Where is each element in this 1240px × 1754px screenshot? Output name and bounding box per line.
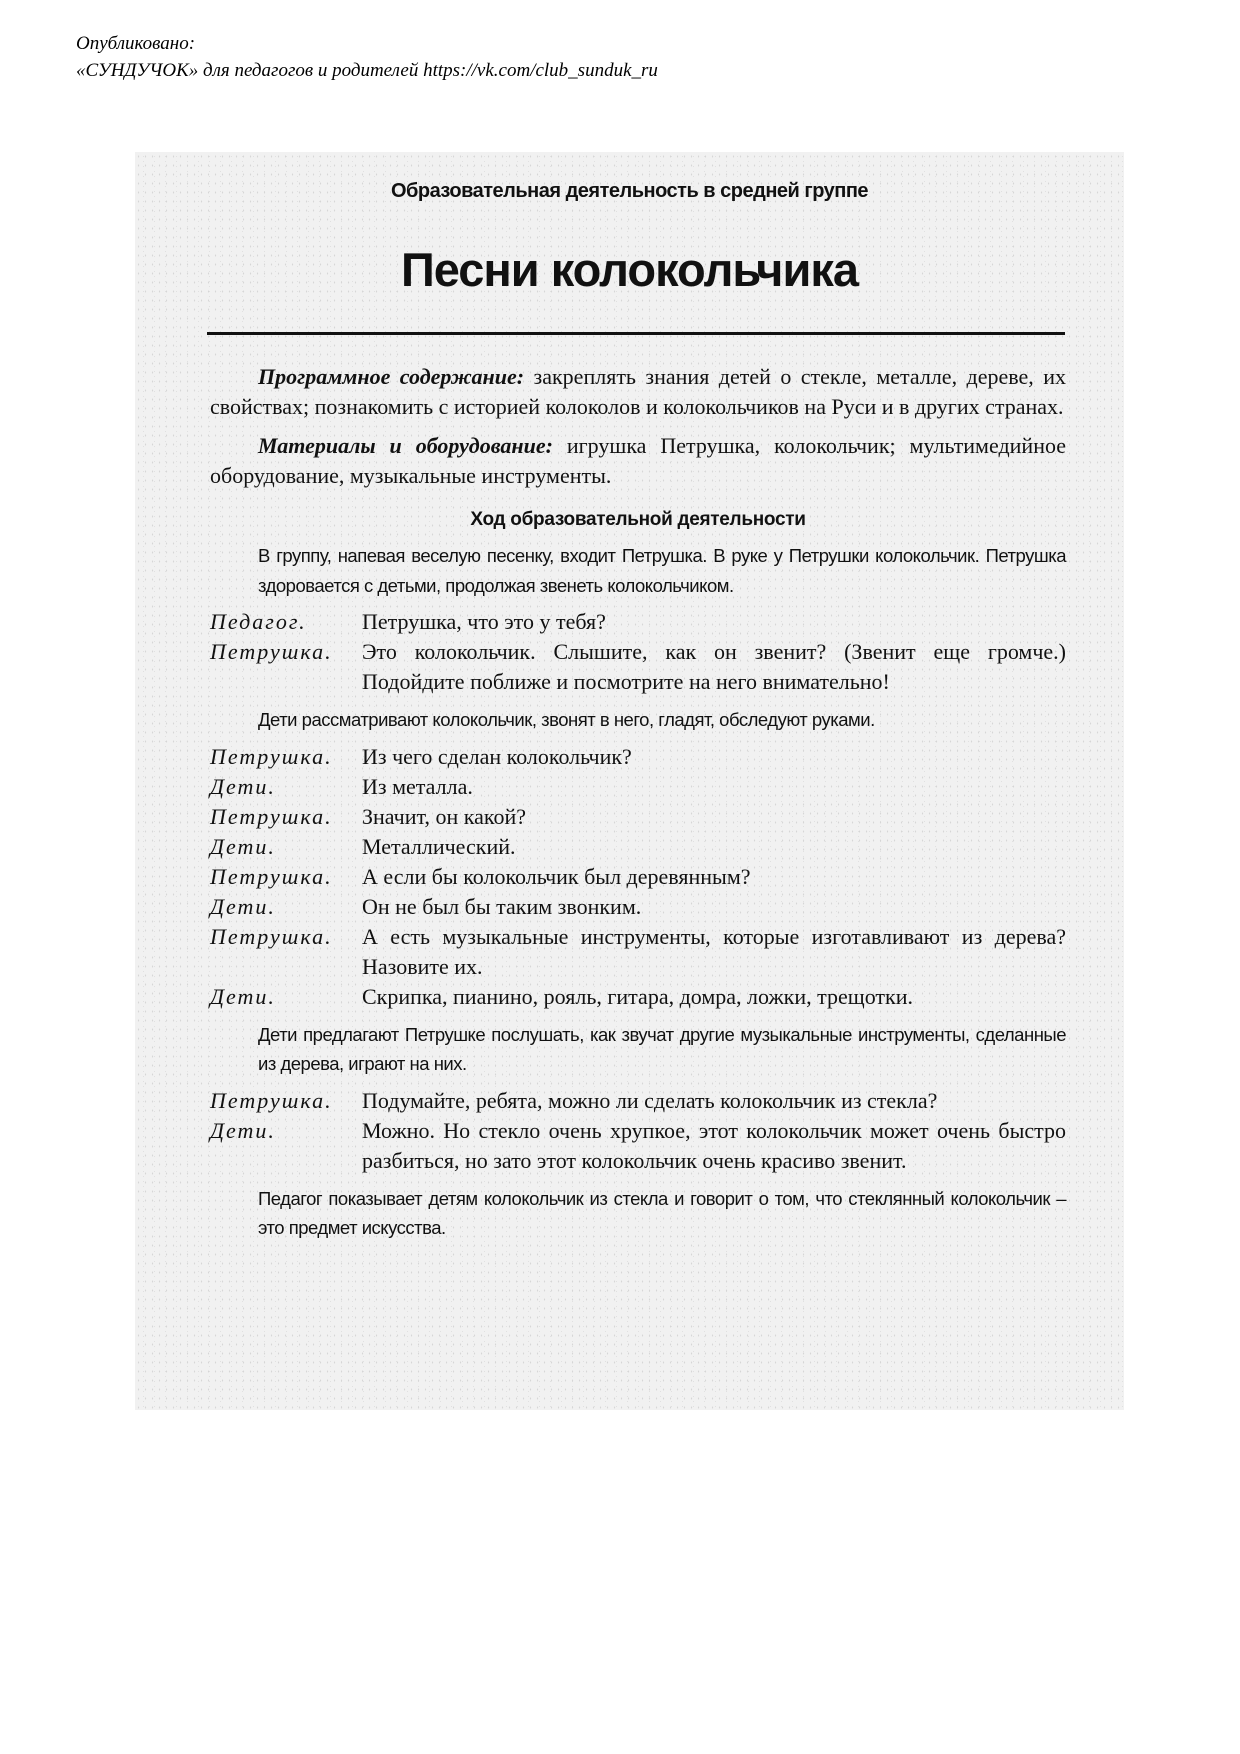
publication-note [76, 30, 658, 84]
stage-direction: Дети рассматривают колокольчик, звонят в него, гладят, обследуют руками. [258, 709, 875, 730]
speaker-name: Дети. [210, 773, 276, 799]
dialog-line [210, 862, 1066, 892]
speech-text: Подумайте, ребята, можно ли сделать колокольчик из стекла? [362, 1087, 938, 1113]
stage-direction: В группу, напевая веселую песенку, входит Петрушка. В руке у Петрушки колокольчик. Петрушка здоровается с детьми, продолжая звенеть колокольчиком. [258, 545, 1066, 596]
speaker-name: Дети. [210, 1117, 276, 1143]
dialog-line [210, 607, 1066, 637]
scanned-page [135, 152, 1124, 1410]
speech-text: Он не был бы таким звонким. [362, 893, 642, 919]
materials-paragraph [210, 431, 1066, 491]
section-heading: Ход образовательной деятельности [470, 509, 806, 530]
speech-text: Металлический. [362, 833, 516, 859]
speaker-name: Петрушка. [210, 743, 333, 769]
dialog-line [210, 892, 1066, 922]
speech-text: А если бы колокольчик был деревянным? [362, 863, 751, 889]
publication-source: «СУНДУЧОК» для педагогов и родителей https://vk.com/club_sunduk_ru [76, 60, 658, 81]
dialog-line [210, 982, 1066, 1012]
speaker-name: Педагог. [210, 609, 307, 634]
speech-text: Можно. Но стекло очень хрупкое, этот колокольчик может очень быстро разбиться, но зато этот колокольчик очень красиво звенит. [362, 1117, 1066, 1173]
page-body [210, 362, 1066, 1250]
dialog-block [210, 742, 1066, 1012]
title-divider [207, 332, 1065, 335]
stage-direction: Дети предлагают Петрушке послушать, как звучат другие музыкальные инструменты, сделанные из дерева, играют на них. [258, 1023, 1066, 1074]
program-text: закреплять знания детей о стекле, металле, дереве, их свойствах; познакомить с историей колоколов и колокольчиков на Руси и в других странах. [210, 364, 1067, 419]
page-subtitle: Образовательная деятельность в средней группе [390, 180, 869, 202]
speaker-name: Петрушка. [210, 1087, 333, 1113]
speech-text: Значит, он какой? [362, 803, 526, 829]
page-title: Песни колокольчика [400, 243, 859, 296]
speech-text: Из чего сделан колокольчик? [362, 743, 632, 769]
dialog-line [210, 637, 1066, 697]
dialog-line [210, 742, 1066, 772]
dialog-line [210, 772, 1066, 802]
dialog-line [210, 832, 1066, 862]
dialog-line [210, 1116, 1066, 1176]
program-label: Программное содержание: [258, 364, 525, 389]
speaker-name: Дети. [210, 983, 276, 1009]
speaker-name: Петрушка. [210, 863, 333, 889]
speaker-name: Дети. [210, 893, 276, 919]
speech-text: Из металла. [362, 773, 473, 799]
speech-text: Это колокольчик. Слышите, как он звенит? (Звенит еще громче.) Подойдите поближе и посмотрите на него внимательно! [362, 639, 1066, 694]
speech-text: Петрушка, что это у тебя? [362, 609, 606, 634]
dialog-line [210, 1086, 1066, 1116]
dialog-block [210, 607, 1066, 697]
speaker-name: Петрушка. [210, 803, 333, 829]
speaker-name: Петрушка. [210, 639, 333, 664]
materials-text: игрушка Петрушка, колокольчик; мультимедийное оборудование, музыкальные инструменты. [210, 433, 1066, 488]
speaker-name: Дети. [210, 833, 276, 859]
materials-label: Материалы и оборудование: [258, 433, 553, 458]
dialog-line [210, 802, 1066, 832]
stage-direction: Педагог показывает детям колокольчик из стекла и говорит о том, что стеклянный колокольчик – это предмет искусства. [258, 1187, 1066, 1238]
speech-text: А есть музыкальные инструменты, которые изготавливают из дерева? Назовите их. [362, 923, 1066, 979]
program-paragraph [210, 362, 1066, 422]
dialog-line [210, 922, 1066, 982]
speech-text: Скрипка, пианино, рояль, гитара, домра, ложки, трещотки. [362, 983, 914, 1009]
publication-label: Опубликовано: [76, 33, 196, 54]
dialog-block [210, 1086, 1066, 1176]
speaker-name: Петрушка. [210, 923, 333, 949]
